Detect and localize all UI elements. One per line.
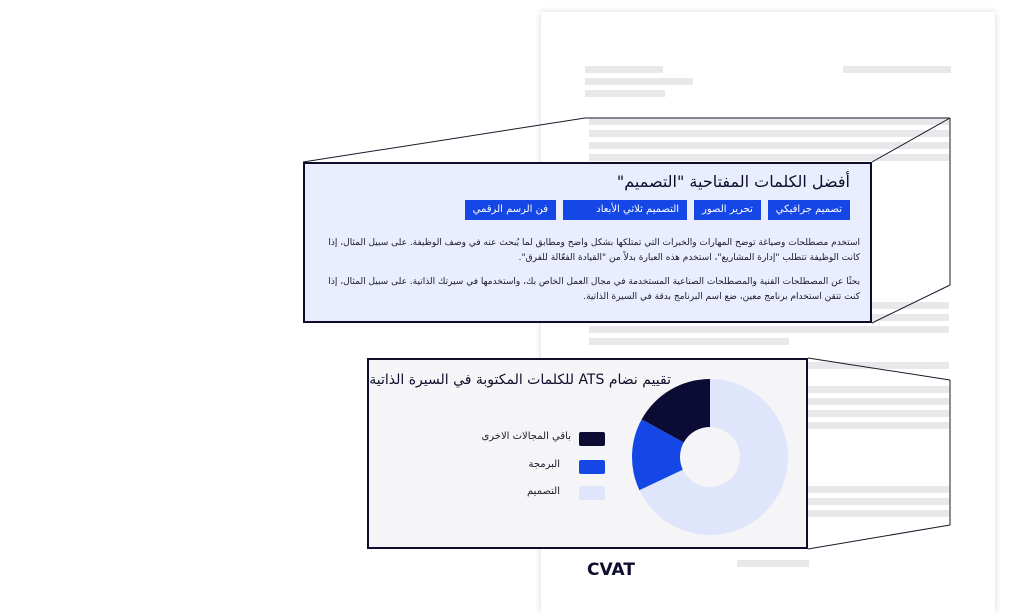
- keyword-chip-3d-design[interactable]: التصميم ثلاثي الأبعاد: [563, 200, 687, 220]
- ats-chart-card: [367, 358, 808, 549]
- keywords-card: [303, 162, 872, 323]
- keyword-chip-photo-editing[interactable]: تحرير الصور: [694, 200, 761, 220]
- keyword-chip-graphic-design[interactable]: تصميم جرافيكي: [768, 200, 850, 220]
- legend-label-programming: البرمجة: [528, 459, 560, 470]
- legend-swatch-other: [579, 432, 605, 446]
- legend-label-design: التصميم: [527, 486, 560, 497]
- keywords-paragraph-2: بحثًا عن المصطلحات الفنية والمصطلحات الصناعية المستخدمة في مجال العمل الخاص بك، واستخدمها في سيرتك الذاتية. على سبيل المثال، إذا كنت تتقن استخدام برنامج معين، ضع اسم البرنامج بدقة في السيرة الذاتية.: [328, 277, 860, 302]
- keywords-title: أفضل الكلمات المفتاحية "التصميم": [616, 172, 850, 191]
- legend-swatch-design: [579, 486, 605, 500]
- legend-label-other: باقي المجالات الاخرى: [481, 431, 571, 442]
- chart-title: تقييم نضام ATS للكلمات المكتوبة في السيرة الذاتية: [369, 372, 671, 388]
- keyword-chips: [465, 200, 850, 220]
- cvat-logo: CVAT: [587, 560, 635, 580]
- keywords-paragraph-1: استخدم مصطلحات وصياغة توضح المهارات والخبرات التي تمتلكها بشكل واضح ومطابق لما يُبحث عنه في وصف الوظيفة. على سبيل المثال، إذا كانت الوظيفة تتطلب "إدارة المشاريع"، استخدم هذه العبارة بدلاً من "القيادة الفعّالة للفرق".: [328, 238, 860, 263]
- donut-chart: [631, 378, 789, 536]
- keyword-chip-digital-art[interactable]: فن الرسم الرقمي: [465, 200, 556, 220]
- legend-swatch-programming: [579, 460, 605, 474]
